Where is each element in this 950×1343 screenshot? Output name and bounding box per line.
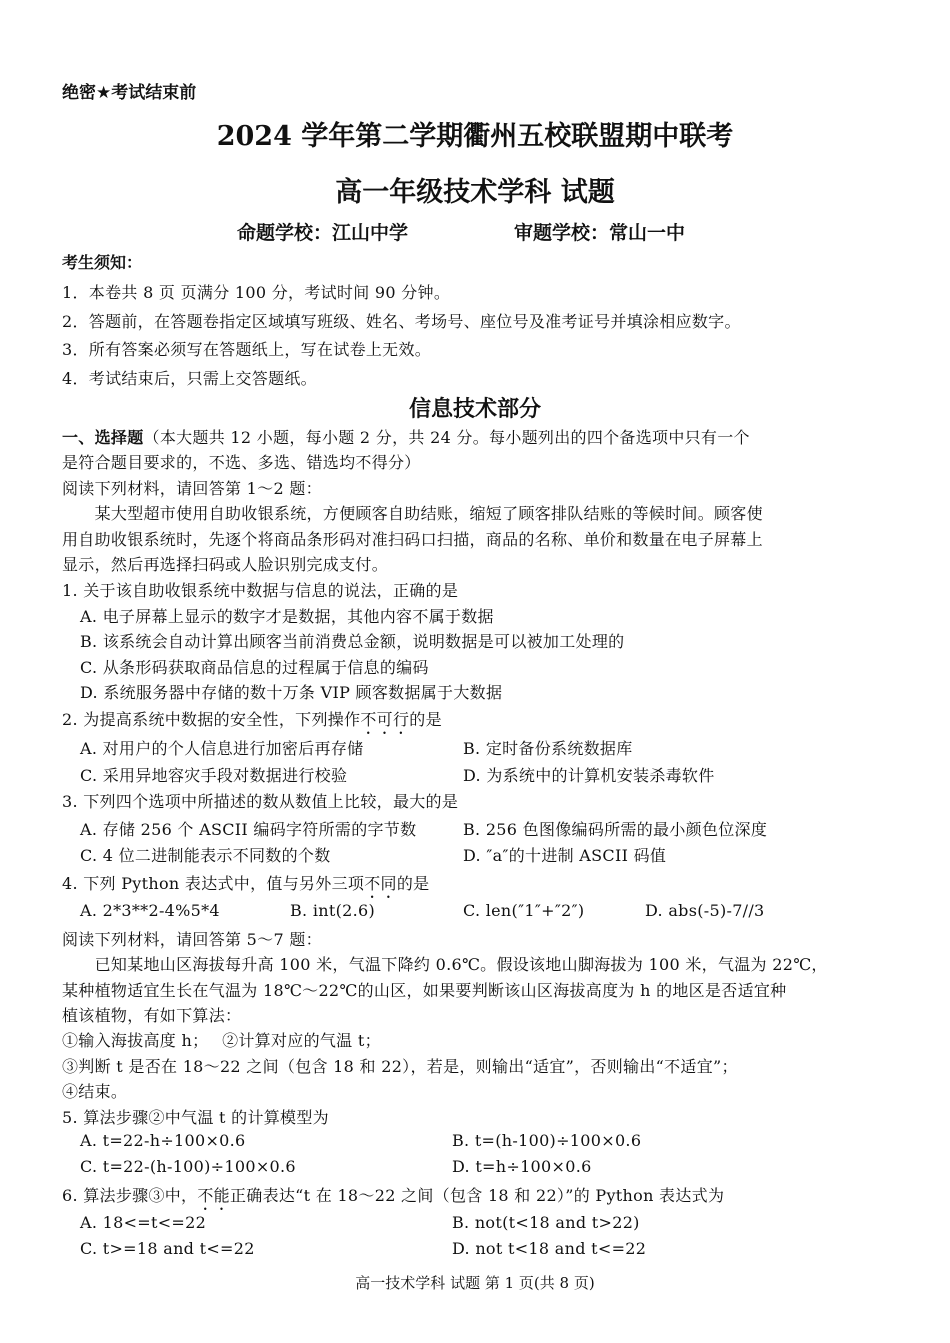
- q1-option-c: C. 从条形码获取商品信息的过程属于信息的编码: [80, 658, 429, 677]
- q5-stem: 5. 算法步骤②中气温 t 的计算模型为: [62, 1108, 329, 1127]
- q2-option-d: D. 为系统中的计算机安装杀毒软件: [463, 766, 715, 785]
- reviewer-school: 审题学校：常山一中: [514, 222, 686, 244]
- q1-option-b: B. 该系统会自动计算出顾客当前消费总金额，说明数据是可以被加工处理的: [80, 632, 625, 651]
- q6-option-d: D. not t<18 and t<=22: [452, 1239, 647, 1258]
- material2-line: 某种植物适宜生长在气温为 18℃～22℃的山区，如果要判断该山区海拔高度为 h 的地区是否适宜种: [62, 981, 787, 1000]
- material1-intro: 阅读下列材料，请回答第 1～2 题：: [62, 479, 322, 498]
- q3-option-a: A. 存储 256 个 ASCII 编码字符所需的字节数: [80, 820, 417, 839]
- q4-option-d: D. abs(-5)-7//3: [645, 901, 765, 920]
- q3-stem: 3. 下列四个选项中所描述的数从数值上比较，最大的是: [62, 792, 459, 811]
- q5-option-b: B. t=(h-100)÷100×0.6: [452, 1131, 642, 1150]
- q4-stem-emphasis: 不同: [364, 874, 397, 893]
- q6-stem-post: 正确表达“t 在 18～22 之间（包含 18 和 22）”的 Python 表达式为: [229, 1186, 725, 1205]
- q2-stem-emphasis: 不可行: [360, 710, 410, 729]
- q6-stem: [62, 1183, 724, 1214]
- notice-item: 2．答题前，在答题卷指定区域填写班级、姓名、考场号、座位号及准考证号并填涂相应数字。: [62, 312, 741, 331]
- material2-line: 已知某地山区海拔每升高 100 米，气温下降约 0.6℃。假设该地山脚海拔为 100 米，气温为 22℃，: [62, 955, 828, 974]
- material1-line: 用自助收银系统时，先逐个将商品条形码对准扫码口扫描，商品的名称、单价和数量在电子屏幕上: [62, 530, 763, 549]
- confidential-label: 绝密★考试结束前: [62, 83, 197, 103]
- q2-stem-post: 的是: [409, 710, 442, 729]
- algorithm-step: ③判断 t 是否在 18～22 之间（包含 18 和 22），若是，则输出“适宜”，否则输出“不适宜”；: [62, 1057, 738, 1076]
- material2-line: 植该植物，有如下算法：: [62, 1006, 242, 1025]
- setter-school: 命题学校：江山中学: [237, 222, 409, 244]
- material1-line: 显示，然后再选择扫码或人脸识别完成支付。: [62, 555, 389, 574]
- part1-heading-line: [62, 425, 750, 448]
- q3-option-b: B. 256 色图像编码所需的最小颜色位深度: [463, 820, 768, 839]
- exam-title: 2024 学年第二学期衢州五校联盟期中联考: [216, 121, 734, 152]
- q6-stem-pre: 6. 算法步骤③中，: [62, 1186, 198, 1205]
- q6-option-c: C. t>=18 and t<=22: [80, 1239, 255, 1258]
- algorithm-step: ④结束。: [62, 1082, 128, 1101]
- q2-option-b: B. 定时备份系统数据库: [463, 739, 633, 758]
- q5-option-c: C. t=22-(h-100)÷100×0.6: [80, 1157, 296, 1176]
- notice-heading: 考生须知：: [62, 253, 143, 272]
- q4-stem-pre: 4. 下列 Python 表达式中，值与另外三项: [62, 874, 365, 893]
- exam-subtitle: 高一年级技术学科 试题: [335, 177, 615, 208]
- part1-desc-2: 是符合题目要求的，不选、多选、错选均不得分）: [62, 453, 421, 472]
- q5-option-a: A. t=22-h÷100×0.6: [80, 1131, 246, 1150]
- part1-heading: 一、选择题: [62, 428, 144, 447]
- page-footer: 高一技术学科 试题 第 1 页(共 8 页): [355, 1274, 595, 1292]
- q4-option-b: B. int(2.6): [290, 901, 376, 920]
- notice-item: 1．本卷共 8 页 页满分 100 分，考试时间 90 分钟。: [62, 283, 451, 302]
- q3-option-c: C. 4 位二进制能表示不同数的个数: [80, 846, 331, 865]
- q4-stem-post: 的是: [396, 874, 430, 893]
- q6-option-a: A. 18<=t<=22: [80, 1213, 207, 1232]
- algorithm-step: ①输入海拔高度 h； ②计算对应的气温 t；: [62, 1031, 381, 1050]
- q2-option-c: C. 采用异地容灾手段对数据进行校验: [80, 766, 348, 785]
- q6-option-b: B. not(t<18 and t>22): [452, 1213, 640, 1232]
- q2-stem-pre: 2. 为提高系统中数据的安全性，下列操作: [62, 710, 361, 729]
- material2-intro: 阅读下列材料，请回答第 5～7 题：: [62, 930, 322, 949]
- part1-desc: （本大题共 12 小题，每小题 2 分，共 24 分。每小题列出的四个备选项中只有一个: [143, 428, 750, 447]
- q2-stem: [62, 707, 442, 738]
- material1-line: 某大型超市使用自助收银系统，方便顾客自助结账，缩短了顾客排队结账的等候时间。顾客使: [62, 504, 763, 523]
- q1-option-a: A. 电子屏幕上显示的数字才是数据，其他内容不属于数据: [80, 607, 494, 626]
- notice-item: 3．所有答案必须写在答题纸上，写在试卷上无效。: [62, 340, 432, 359]
- section-title: 信息技术部分: [408, 397, 541, 422]
- q1-option-d: D. 系统服务器中存储的数十万条 VIP 顾客数据属于大数据: [80, 683, 503, 702]
- q2-option-a: A. 对用户的个人信息进行加密后再存储: [80, 739, 364, 758]
- q6-stem-emphasis: 不能: [197, 1186, 230, 1205]
- notice-item: 4．考试结束后，只需上交答题纸。: [62, 369, 317, 388]
- q4-option-c: C. len(″1″+″2″): [463, 901, 585, 920]
- q3-option-d: D. ″a″的十进制 ASCII 码值: [463, 846, 667, 865]
- q1-stem: 1. 关于该自助收银系统中数据与信息的说法，正确的是: [62, 581, 459, 600]
- q4-stem: [62, 871, 429, 902]
- q5-option-d: D. t=h÷100×0.6: [452, 1157, 592, 1176]
- q4-option-a: A. 2*3**2-4%5*4: [80, 901, 220, 920]
